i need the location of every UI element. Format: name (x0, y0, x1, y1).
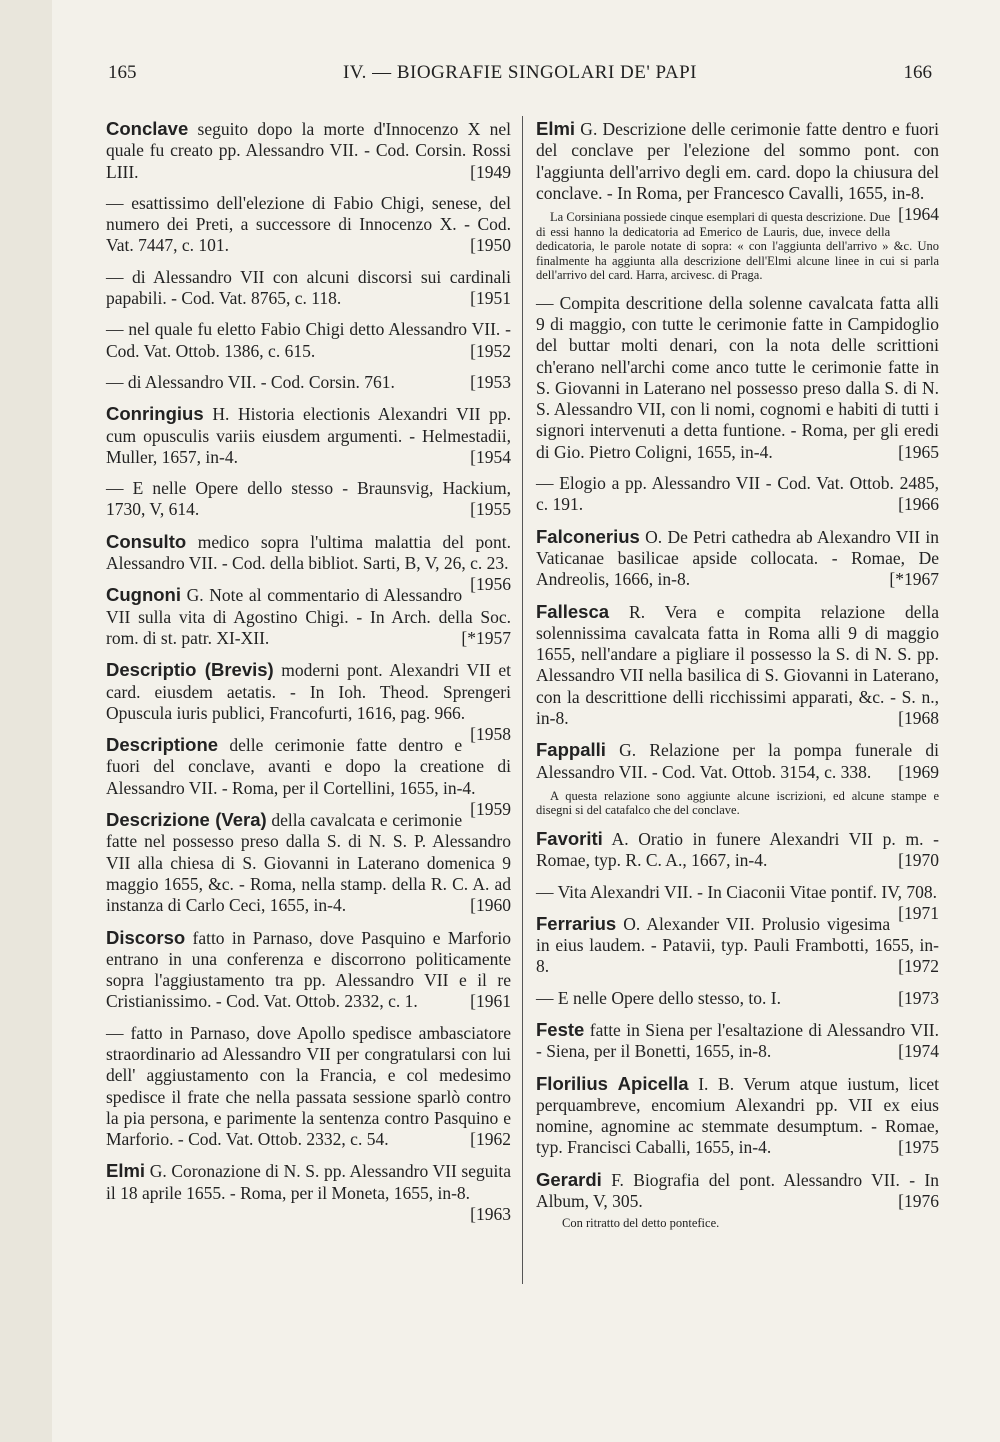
entry-author: Conringius (106, 403, 204, 425)
entry-number: [1968 (898, 708, 939, 729)
entry-number: [1955 (470, 499, 511, 520)
entry-text: Elogio a pp. Alessandro VII - Cod. Vat. Ottob. 2485, c. 191. (536, 473, 939, 515)
entry-text: F. Biografia del pont. Alessandro VII. - In Album, V, 305. (536, 1169, 939, 1212)
bibliography-entry (536, 601, 939, 730)
entry-author: Consulto (106, 530, 187, 552)
entry-number: [1971 (898, 902, 939, 923)
entry-text: fatto in Parnaso, dove Apollo spedisce ambasciatore straordinario ad Alessandro VII per congratularsi con lui dell' aggiustamento con la Francia, e col medesimo spedisce il frate che nella passata sessione sparlò contro la pia persona, e parimente la sentenza contro Pasquino e Marforio. - Cod. Vat. Ottob. 2332, c. 54. (106, 1022, 511, 1150)
bibliography-entry (536, 988, 939, 1009)
entry-text: O. Alexander VII. Prolusio vigesima in eius laudem. - Patavii, typ. Pauli Frambotti, 1655, in-8. (536, 913, 939, 977)
entry-number: [1954 (470, 446, 511, 467)
scan-page-edge (0, 0, 52, 1442)
bibliography-note: Con ritratto del detto pontefice. (562, 1216, 720, 1231)
entry-text: moderni pont. Alexandri VII et card. eiusdem aetatis. - In Ioh. Theod. Sprengeri Opuscula iuris publici, Francofurti, 1616, pag. 966. (106, 660, 512, 723)
entry-number: [1972 (898, 956, 939, 977)
bibliography-entry (106, 584, 511, 649)
entry-text: G. Coronazione di N. S. pp. Alessandro VII seguita il 18 aprile 1655. - Roma, per il Moneta, 1655, in-8. (106, 1161, 511, 1203)
entry-number: [1964 (898, 204, 939, 225)
bibliography-note: La Corsiniana possiede cinque esemplari di questa descrizione. Due di essi hanno la dedicatoria ad Emerico de Lauris, due, invece della dedicatoria, le parole notate di sopra: « con l'aggiunta dell'arrivo » &c. Uno finalmente ha aggiunta alla descrizione dell'Elmi alcune linee in cui si parla dell'arrivo del card. Harra, arcivesc. di Praga. (536, 210, 939, 283)
entry-author: Discorso (106, 926, 186, 948)
entry-text: nel quale fu eletto Fabio Chigi detto Alessandro VII. - Cod. Vat. Ottob. 1386, c. 615. (106, 319, 512, 361)
entry-text: G. Note al commentario di Alessandro VII sulla vita di Agostino Chigi. - In Arch. della Soc. rom. di st. patr. XI-XII. (106, 585, 511, 648)
entry-number: [1951 (470, 288, 511, 309)
entry-author: Gerardi (536, 1168, 602, 1190)
bibliography-entry (536, 118, 939, 225)
entry-number: [*1957 (461, 627, 511, 648)
entry-author: Descrizione (Vera) (106, 809, 267, 831)
bibliography-entry (536, 913, 939, 978)
entry-author: Descriptio (Brevis) (106, 659, 274, 681)
entry-author: Ferrarius (536, 912, 617, 934)
running-header (108, 62, 932, 96)
entry-text: E nelle Opere dello stesso, to. I. (557, 987, 781, 1008)
entry-author: Feste (536, 1019, 585, 1040)
entry-text: I. B. Verum atque iustum, licet perquambreve, encomium Alexandri pp. VII ex eius nomine, agnomine ac stemmate desumptum. - Romae, typ. Francisci Caballi, 1655, in-4. (536, 1073, 939, 1158)
left-page-number: 165 (108, 62, 137, 83)
entry-number: [1949 (470, 161, 511, 182)
entry-author: Florilius Apicella (536, 1072, 689, 1094)
entry-number: [1975 (898, 1137, 939, 1158)
bibliography-entry (536, 473, 939, 516)
entry-author: Fallesca (536, 600, 610, 622)
entry-author: Elmi (106, 1160, 146, 1182)
entry-text: di Alessandro VII con alcuni discorsi sui cardinali papabili. - Cod. Vat. 8765, c. 118. (106, 266, 512, 309)
entry-number: [1953 (470, 371, 511, 392)
bibliography-entry (106, 1023, 511, 1151)
entry-number: [1958 (470, 724, 511, 745)
entry-text: medico sopra l'ultima malattia del pont. Alessandro VII. - Cod. della bibliot. Sarti, B, V, 26, c. 23. (106, 531, 511, 574)
bibliography-entry (536, 293, 939, 463)
entry-number: [1950 (470, 235, 511, 256)
entry-text: G. Descrizione delle cerimonie fatte dentro e fuori del conclave per l'elezione del sommo pont. con l'aggiunta dell'arrivo degli em. card. dopo la chiusura del conclave. - In Roma, per Francesco Cavalli, 1655, in-8. (536, 119, 939, 203)
bibliography-entry (536, 1073, 939, 1159)
bibliography-entry (106, 809, 511, 916)
bibliography-entry (536, 828, 939, 872)
entry-number: [1960 (470, 895, 511, 916)
right-page-number: 166 (903, 62, 932, 83)
entry-text: esattissimo dell'elezione di Fabio Chigi, senese, del numero dei Preti, a successore di Innocenzo X. - Cod. Vat. 7447, c. 101. (106, 192, 512, 256)
entry-number: [1974 (898, 1041, 939, 1062)
entry-author: Descriptione (106, 734, 219, 756)
entry-author: Conclave (106, 118, 189, 139)
entry-author: Fappalli (536, 739, 606, 761)
entry-number: [1973 (898, 987, 939, 1008)
entry-number: [1956 (470, 574, 511, 595)
entry-text: G. Relazione per la pompa funerale di Alessandro VII. - Cod. Vat. Ottob. 3154, c. 338. (536, 740, 939, 782)
entry-text: H. Historia electionis Alexandri VII pp. cum opusculis variis eiusdem argumenti. - Helmestadii, Muller, 1657, in-4. (106, 404, 511, 467)
entry-number: [1965 (898, 441, 939, 462)
entry-text: O. De Petri cathedra ab Alexandro VII in Vaticanae basilicae apside collocata. - Romae, De Andreolis, 1666, in-8. (536, 526, 939, 590)
entry-number: [1952 (470, 340, 511, 361)
entry-author: Favoriti (536, 827, 603, 849)
bibliography-entry (106, 478, 511, 521)
bibliography-entry (106, 193, 511, 257)
entry-author: Elmi (536, 118, 576, 139)
entry-number: [1970 (898, 850, 939, 871)
column-rule (522, 116, 523, 1284)
right-column (536, 116, 939, 1241)
bibliography-entry (106, 403, 511, 468)
entry-number: [1969 (898, 761, 939, 782)
bibliography-entry (536, 526, 939, 591)
entry-number: [1961 (470, 991, 511, 1012)
bibliography-entry (106, 1160, 511, 1225)
entry-text: di Alessandro VII. - Cod. Corsin. 761. (127, 371, 395, 392)
bibliography-entry (106, 118, 511, 183)
entry-author: Cugnoni (106, 584, 182, 606)
entry-text: Compita descritione della solenne cavalcata fatta alli 9 di maggio, con tutte le cerimonie fatte in Campidoglio del buttar molti denari, con la nota delle scrittioni ch'erano nell'archi come anco tutte le cerimonie fatte in S. Giovanni in Laterano nel possesso preso dalla S. di N. S. Alessandro VII, con li nomi, cognomi e habiti di tutti i signori intervenuti a detta funtione. - Roma, per gli eredi di Gio. Pietro Coligni, 1655, in-4. (536, 292, 940, 462)
bibliography-entry (106, 927, 511, 1013)
entry-text: Vita Alexandri VII. - In Ciaconii Vitae pontif. IV, 708. (557, 881, 937, 902)
entry-number: [1963 (470, 1204, 511, 1225)
entry-text: della cavalcata e cerimonie fatte nel possesso preso dalla S. di N. S. P. Alessandro VII alla chiesa di S. Giovanni in Laterano domenica 9 maggio 1655, &c. - Roma, nella stamp. della R. C. A. ad instanza di Carlo Ceci, 1655, in-4. (106, 810, 511, 916)
entry-text: fatte in Siena per l'esaltazione di Alessandro VII. - Siena, per il Bonetti, 1655, in-8. (536, 1020, 939, 1062)
entry-text: delle cerimonie fatte dentro e fuori del conclave, avanti e dopo la creatione di Alessandro VII. - Roma, per il Cortellini, 1655, in-4. (106, 735, 511, 798)
entry-text: seguito dopo la morte d'Innocenzo X nel quale fu creato pp. Alessandro VII. - Cod. Corsin. Rossi LIII. (106, 119, 511, 182)
bibliography-entry (536, 1019, 939, 1063)
left-column (106, 116, 511, 1225)
entry-author: Falconerius (536, 525, 640, 547)
bibliography-entry (106, 319, 511, 362)
bibliography-note: A questa relazione sono aggiunte alcune iscrizioni, ed alcune stampe e disegni si del catafalco che del conclave. (536, 788, 939, 818)
entry-number: [1959 (470, 799, 511, 820)
entry-number: [1962 (470, 1129, 511, 1150)
entry-text: E nelle Opere dello stesso - Braunsvig, Hackium, 1730, V, 614. (106, 478, 511, 520)
bibliography-entry (536, 1169, 939, 1213)
entry-number: [*1967 (889, 569, 939, 590)
entry-text: fatto in Parnaso, dove Pasquino e Marforio entrano in una conferenza e discorrono politicamente sopra l'aggiustamento tra pp. Alessandro VII e il re Cristianissimo. - Cod. Vat. Ottob. 2332, c. 1. (106, 927, 511, 1012)
entry-text: R. Vera e compita relazione della solennissima cavalcata fatta in Roma alli 9 di maggio 1655, nell'andare a pigliare il possesso la S. di N. S. pp. Alessandro VII nella basilica di S. Giovanni in Laterano, con la descrittione delli ricchissimi apparati, &c. - S. n., in-8. (536, 601, 939, 729)
chapter-title: IV. — BIOGRAFIE SINGOLARI DE' PAPI (342, 62, 697, 83)
entry-number: [1966 (898, 494, 939, 515)
entry-number: [1976 (898, 1191, 939, 1212)
bibliography-entry (106, 267, 511, 310)
entry-text: A. Oratio in funere Alexandri VII p. m. - Romae, typ. R. C. A., 1667, in-4. (536, 828, 939, 871)
bibliography-entry (106, 372, 511, 393)
bibliography-entry (536, 739, 939, 783)
